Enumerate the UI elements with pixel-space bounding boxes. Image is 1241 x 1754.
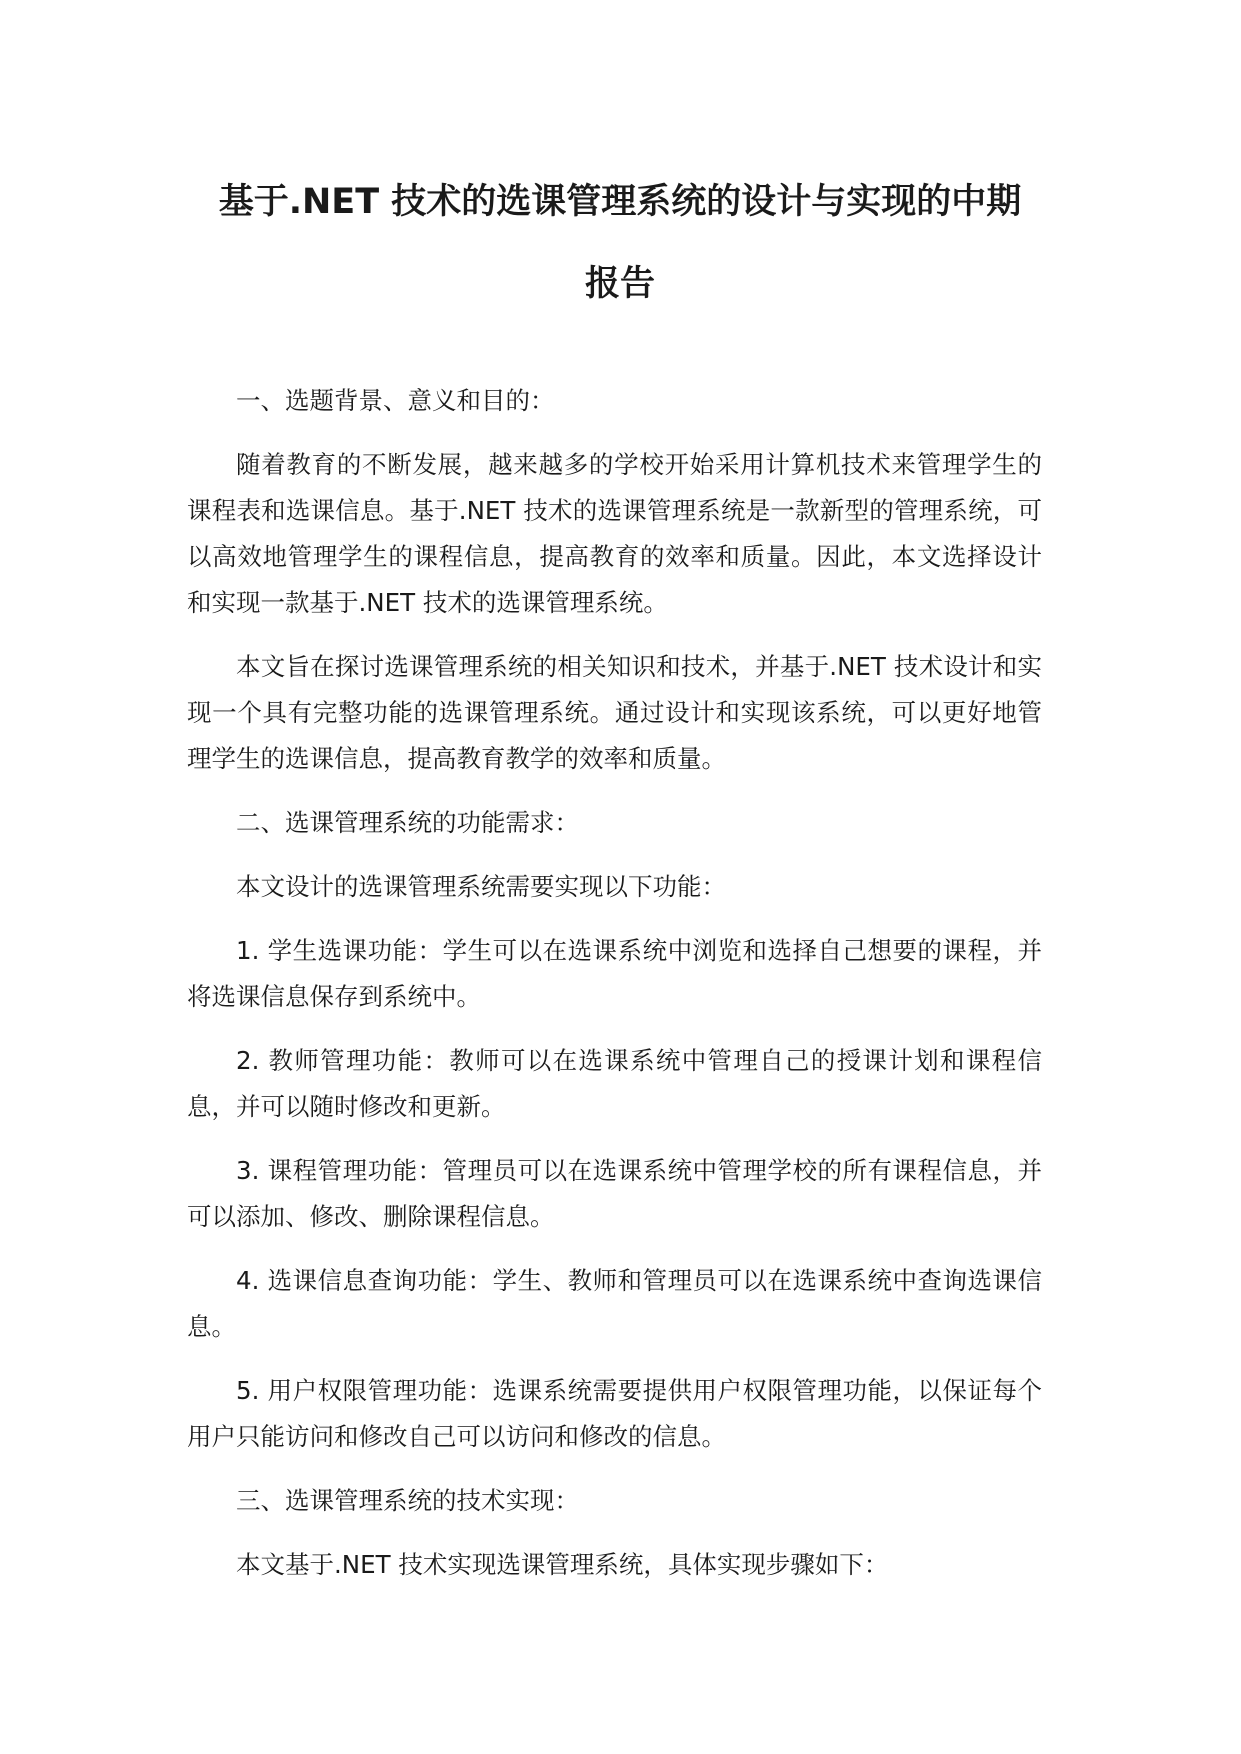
list-item-course-management: 3. 课程管理功能：管理员可以在选课系统中管理学校的所有课程信息，并可以添加、修改、删除课程信息。 [187, 1156, 1042, 1231]
document-body [187, 378, 1042, 1606]
paragraph-purpose: 本文旨在探讨选课管理系统的相关知识和技术，并基于.NET 技术设计和实现一个具有完整功能的选课管理系统。通过设计和实现该系统，可以更好地管理学生的选课信息，提高教育教学的效率和质量。 [187, 652, 1042, 773]
document-title-line-2: 报告 [584, 264, 655, 304]
paragraph-implementation-intro: 本文基于.NET 技术实现选课管理系统，具体实现步骤如下： [236, 1550, 889, 1579]
list-item-selection-query: 4. 选课信息查询功能：学生、教师和管理员可以在选课系统中查询选课信息。 [187, 1266, 1042, 1341]
list-item-permission-management: 5. 用户权限管理功能：选课系统需要提供用户权限管理功能，以保证每个用户只能访问和修改自己可以访问和修改的信息。 [187, 1376, 1042, 1451]
list-item-student-selection: 1. 学生选课功能：学生可以在选课系统中浏览和选择自己想要的课程，并将选课信息保存到系统中。 [187, 936, 1042, 1011]
paragraph-background: 随着教育的不断发展，越来越多的学校开始采用计算机技术来管理学生的课程表和选课信息。基于.NET 技术的选课管理系统是一款新型的管理系统，可以高效地管理学生的课程信息，提高教育的效率和质量。因此，本文选择设计和实现一款基于.NET 技术的选课管理系统。 [187, 450, 1042, 617]
section-heading-requirements: 二、选课管理系统的功能需求： [236, 808, 579, 837]
section-heading-background: 一、选题背景、意义和目的： [236, 386, 555, 415]
list-item-teacher-management: 2. 教师管理功能：教师可以在选课系统中管理自己的授课计划和课程信息，并可以随时修改和更新。 [187, 1046, 1042, 1121]
section-heading-implementation: 三、选课管理系统的技术实现： [236, 1486, 579, 1515]
paragraph-requirements-intro: 本文设计的选课管理系统需要实现以下功能： [236, 872, 726, 901]
document-title-line-1: 基于.NET 技术的选课管理系统的设计与实现的中期 [218, 182, 1022, 222]
